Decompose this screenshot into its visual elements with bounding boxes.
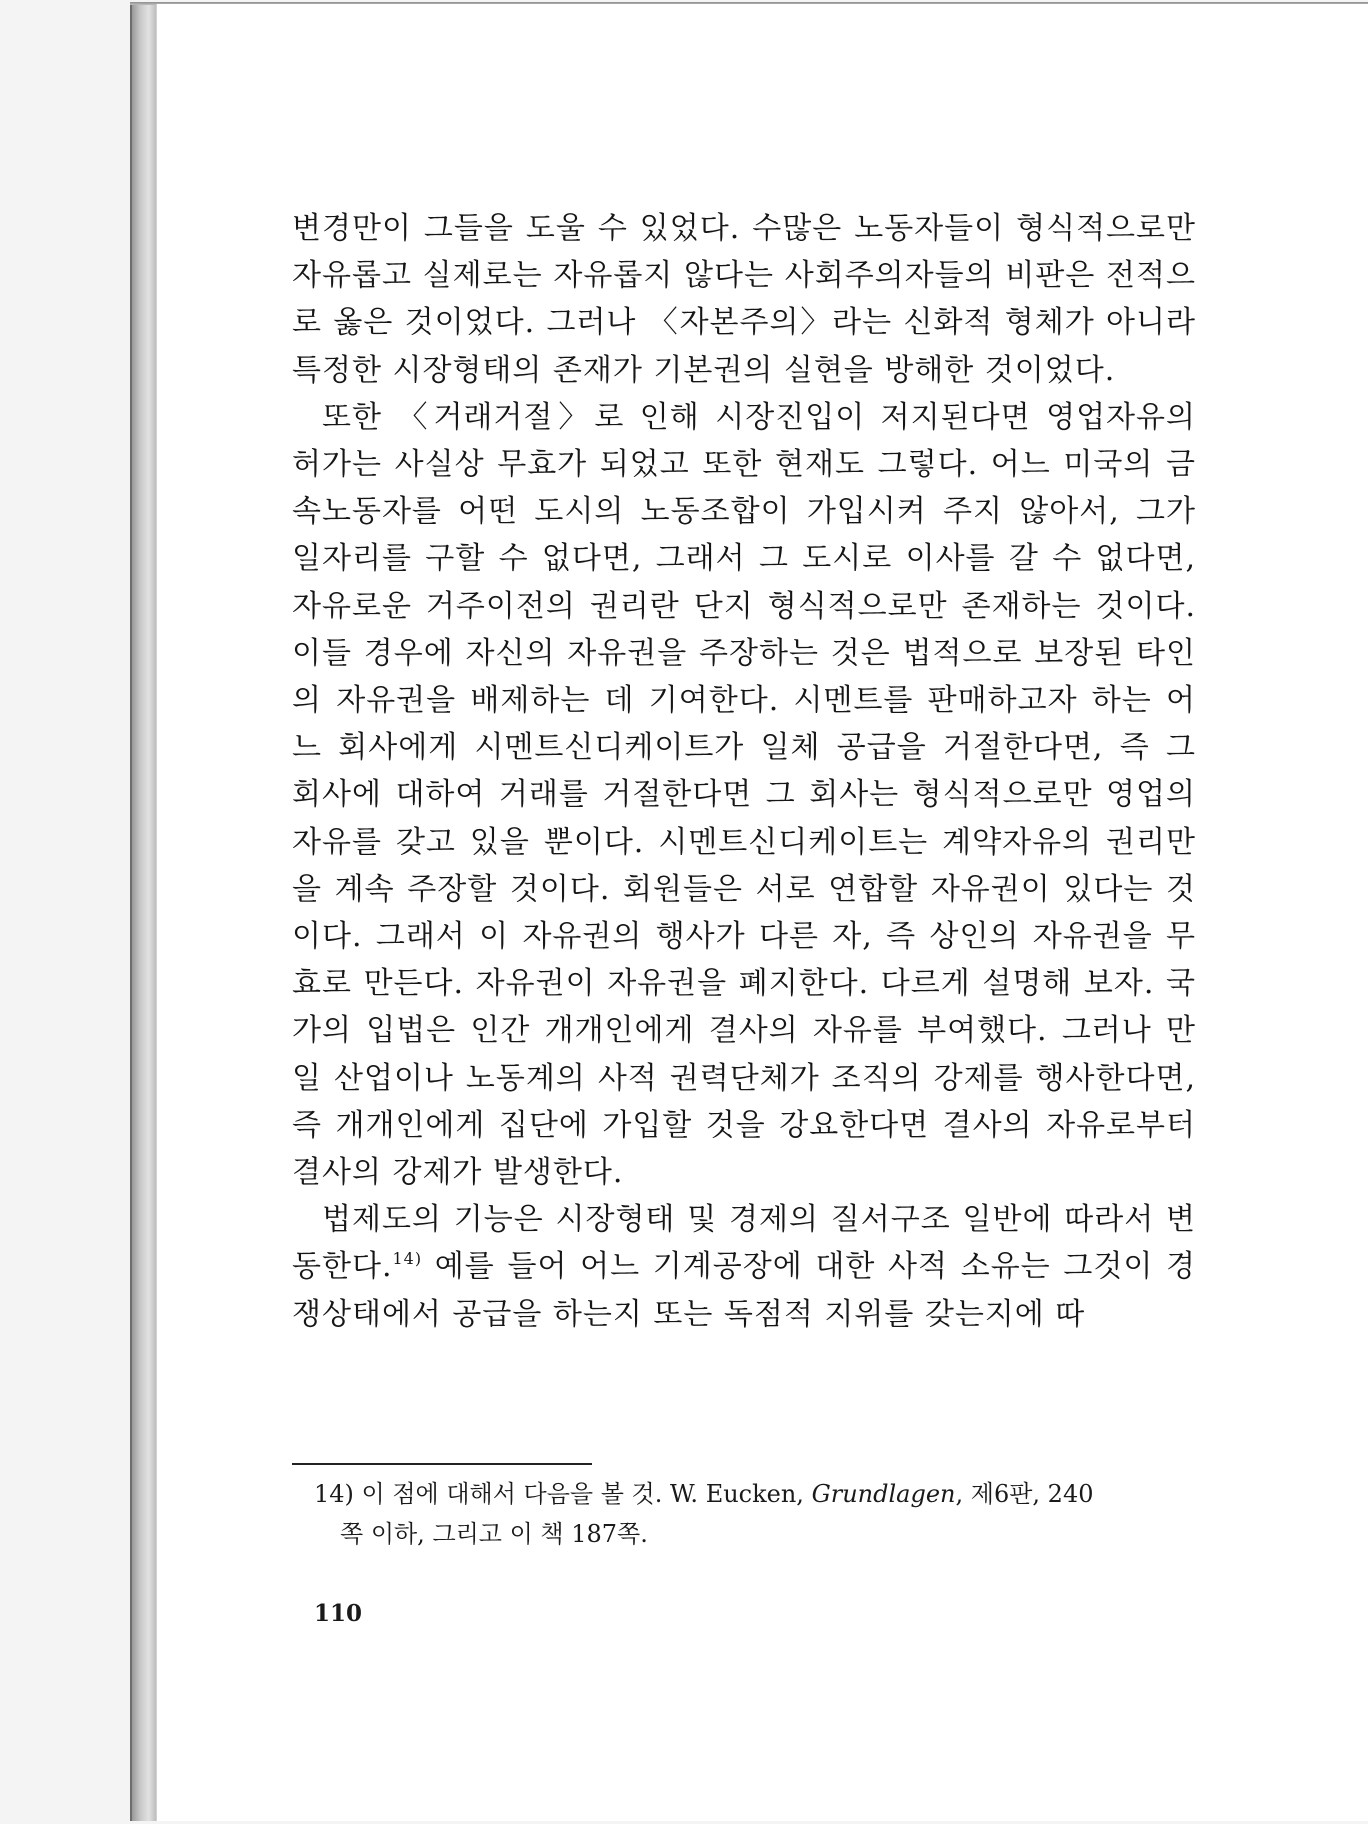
body-text [292,205,1196,1338]
footnote-text-end: , 제6판, 240 [955,1480,1094,1508]
footnote-divider [292,1463,592,1465]
page-number: 110 [314,1600,363,1627]
paragraph-3-text-start: 법제도의 기능은 시장형태 및 경제의 질서구조 일반에 따라서 변동한다. [292,1202,1196,1285]
paragraph-1: 변경만이 그들을 도울 수 있었다. 수많은 노동자들이 형식적으로만 자유롭고 실제로는 자유롭지 않다는 사회주의자들의 비판은 전적으로 옳은 것이었다. 그러나 〈자본주의〉라는 신화적 형체가 아니라 특정한 시장형태의 존재가 기본권의 실현을 방해한 것이었다. [292,211,1196,388]
footnote-number: 14) [314,1480,354,1508]
book-spine [130,5,156,1821]
paragraph-3 [292,1196,1196,1338]
paragraph-2: 또한 〈거래거절〉로 인해 시장진입이 저지된다면 영업자유의 허가는 사실상 무효가 되었고 또한 현재도 그렇다. 어느 미국의 금속노동자를 어떤 도시의 노동조합이 가입시켜 주지 않아서, 그가 일자리를 구할 수 없다면, 그래서 그 도시로 이사를 갈 수 없다면, 자유로운 거주이전의 권리란 단지 형식적으로만 존재하는 것이다. 이들 경우에 자신의 자유권을 주장하는 것은 법적으로 보장된 타인의 자유권을 배제하는 데 기여한다. 시멘트를 판매하고자 하는 어느 회사에게 시멘트신디케이트가 일체 공급을 거절한다면, 즉 그 회사에 대하여 거래를 거절한다면 그 회사는 형식적으로만 영업의 자유를 갖고 있을 뿐이다. 시멘트신디케이트는 계약자유의 권리만을 계속 주장할 것이다. 회원들은 서로 연합할 자유권이 있다는 것이다. 그래서 이 자유권의 행사가 다른 자, 즉 상인의 자유권을 무효로 만든다. 자유권이 자유권을 폐지한다. 다르게 설명해 보자. 국가의 입법은 인간 개개인에게 결사의 자유를 부여했다. 그러나 만일 산업이나 노동계의 사적 권력단체가 조직의 강제를 행사한다면, 즉 개개인에게 집단에 가입할 것을 강요한다면 결사의 자유로부터 결사의 강제가 발생한다. [292,399,1196,1191]
paragraph-3-text-end: 예를 들어 어느 기계공장에 대한 사적 소유는 그것이 경쟁상태에서 공급을 하는지 또는 독점적 지위를 갖는지에 따 [292,1249,1196,1332]
footnote-reference: 14) [392,1249,423,1269]
footnote [314,1474,1194,1554]
footnote-continuation: 쪽 이하, 그리고 이 책 187쪽. [340,1520,648,1548]
footnote-book-title: Grundlagen [811,1480,956,1508]
footnote-text-start: 이 점에 대해서 다음을 볼 것. W. Eucken, [353,1480,812,1508]
